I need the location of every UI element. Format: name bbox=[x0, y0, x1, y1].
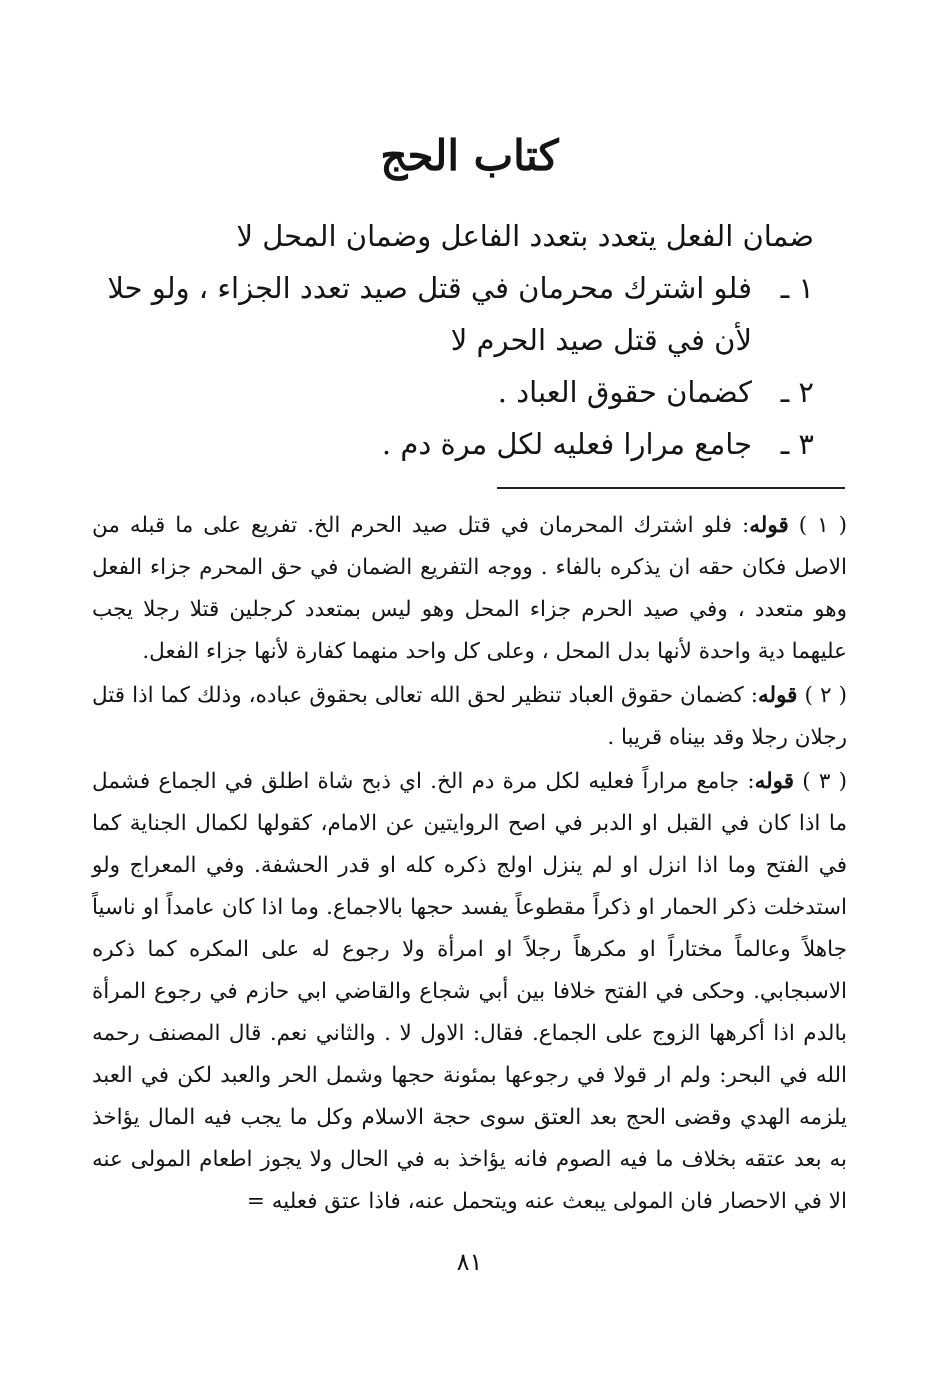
note-text: : كضمان حقوق العباد تنظير لحق الله تعالى بحقوق عباده، وذلك كما اذا قتل رجلان رجلا وقد بيناه قريبا . bbox=[92, 683, 847, 750]
point-text: جامع مرارا فعليه لكل مرة دم . bbox=[381, 427, 752, 461]
page-number: ٨١ bbox=[456, 1248, 483, 1276]
point-number: ١ ـ bbox=[780, 271, 814, 305]
note-number: ( ١ ) bbox=[798, 513, 847, 538]
main-point-1 bbox=[94, 262, 814, 366]
chapter-title: كتاب الحج bbox=[380, 131, 559, 180]
note-number: ( ٢ ) bbox=[804, 683, 847, 708]
note-number: ( ٣ ) bbox=[802, 769, 847, 794]
note-text: : فلو اشترك المحرمان في قتل صيد الحرم الخ. تفريع على ما قبله من الاصل فكان حقه ان يذكره بالفاء . ووجه التفريع الضمان في حق المحرم جزاء الفعل وهو متعدد ، وفي صيد الحرم جزاء المحل وهو ليس بمتعدد كرجلين قتلا رجلا يجب عليهما دية واحدة لأنها بدل المحل ، وعلى كل واحد منهما كفارة لأنها جزاء الفعل. bbox=[92, 513, 847, 664]
main-point-2 bbox=[94, 366, 814, 418]
point-number: ٣ ـ bbox=[780, 427, 814, 461]
note-2 bbox=[92, 675, 847, 759]
note-keyword: قوله bbox=[749, 513, 789, 538]
intro-line: ضمان الفعل يتعدد بتعدد الفاعل وضمان المحل لا bbox=[236, 219, 814, 253]
note-text: : جامع مراراً فعليه لكل مرة دم الخ. اي ذبح شاة اطلق في الجماع فشمل ما اذا كان في القبل او الدبر في اصح الروايتين عن الامام، كقولها لكمال الجناية كما في الفتح وما اذا انزل او لم ينزل اولج ذكره كله او قدر الحشفة. وفي المعراج ولو استدخلت ذكر الحمار او ذكراً مقطوعاً يفسد حجها بالاجماع. وما اذا كان عامداً او ناسياً جاهلاً وعالماً مختاراً او مكرهاً رجلاً او امرأة ولا رجوع له على المكره كما ذكره الاسبجابي. وحكى في الفتح خلافا بين أبي شجاع والقاضي ابي حازم في رجوع المرأة بالدم اذا أكرهها الزوج على الجماع. فقال: الاول لا . والثاني نعم. قال المصنف رحمه الله في البحر: ولم ار قولا في رجوعها بمئونة حجها وشمل الحر والعبد لكن في العبد يلزمه الهدي وقضى الحج بعد العتق سوى حجة الاسلام وكل ما يجب فيه المال يؤاخذ به بعد عتقه بخلاف ما فيه الصوم فانه يؤاخذ به في الحال ولا يجوز اطعام المولى عنه الا في الاحصار فان المولى يبعث عنه ويتحمل عنه، فاذا عتق فعليه = bbox=[92, 769, 847, 1214]
note-3 bbox=[92, 761, 847, 1223]
point-number: ٢ ـ bbox=[780, 375, 814, 409]
note-keyword: قوله bbox=[754, 769, 795, 794]
note-1 bbox=[92, 505, 847, 673]
point-text: فلو اشترك محرمان في قتل صيد تعدد الجزاء ، ولو حلا لأن في قتل صيد الحرم لا bbox=[107, 271, 752, 357]
commentary-notes bbox=[92, 505, 847, 1225]
main-text bbox=[94, 210, 814, 470]
footnote-separator bbox=[497, 487, 845, 489]
point-text: كضمان حقوق العباد . bbox=[497, 375, 752, 409]
main-point-3 bbox=[94, 418, 814, 470]
note-keyword: قوله bbox=[758, 683, 798, 708]
